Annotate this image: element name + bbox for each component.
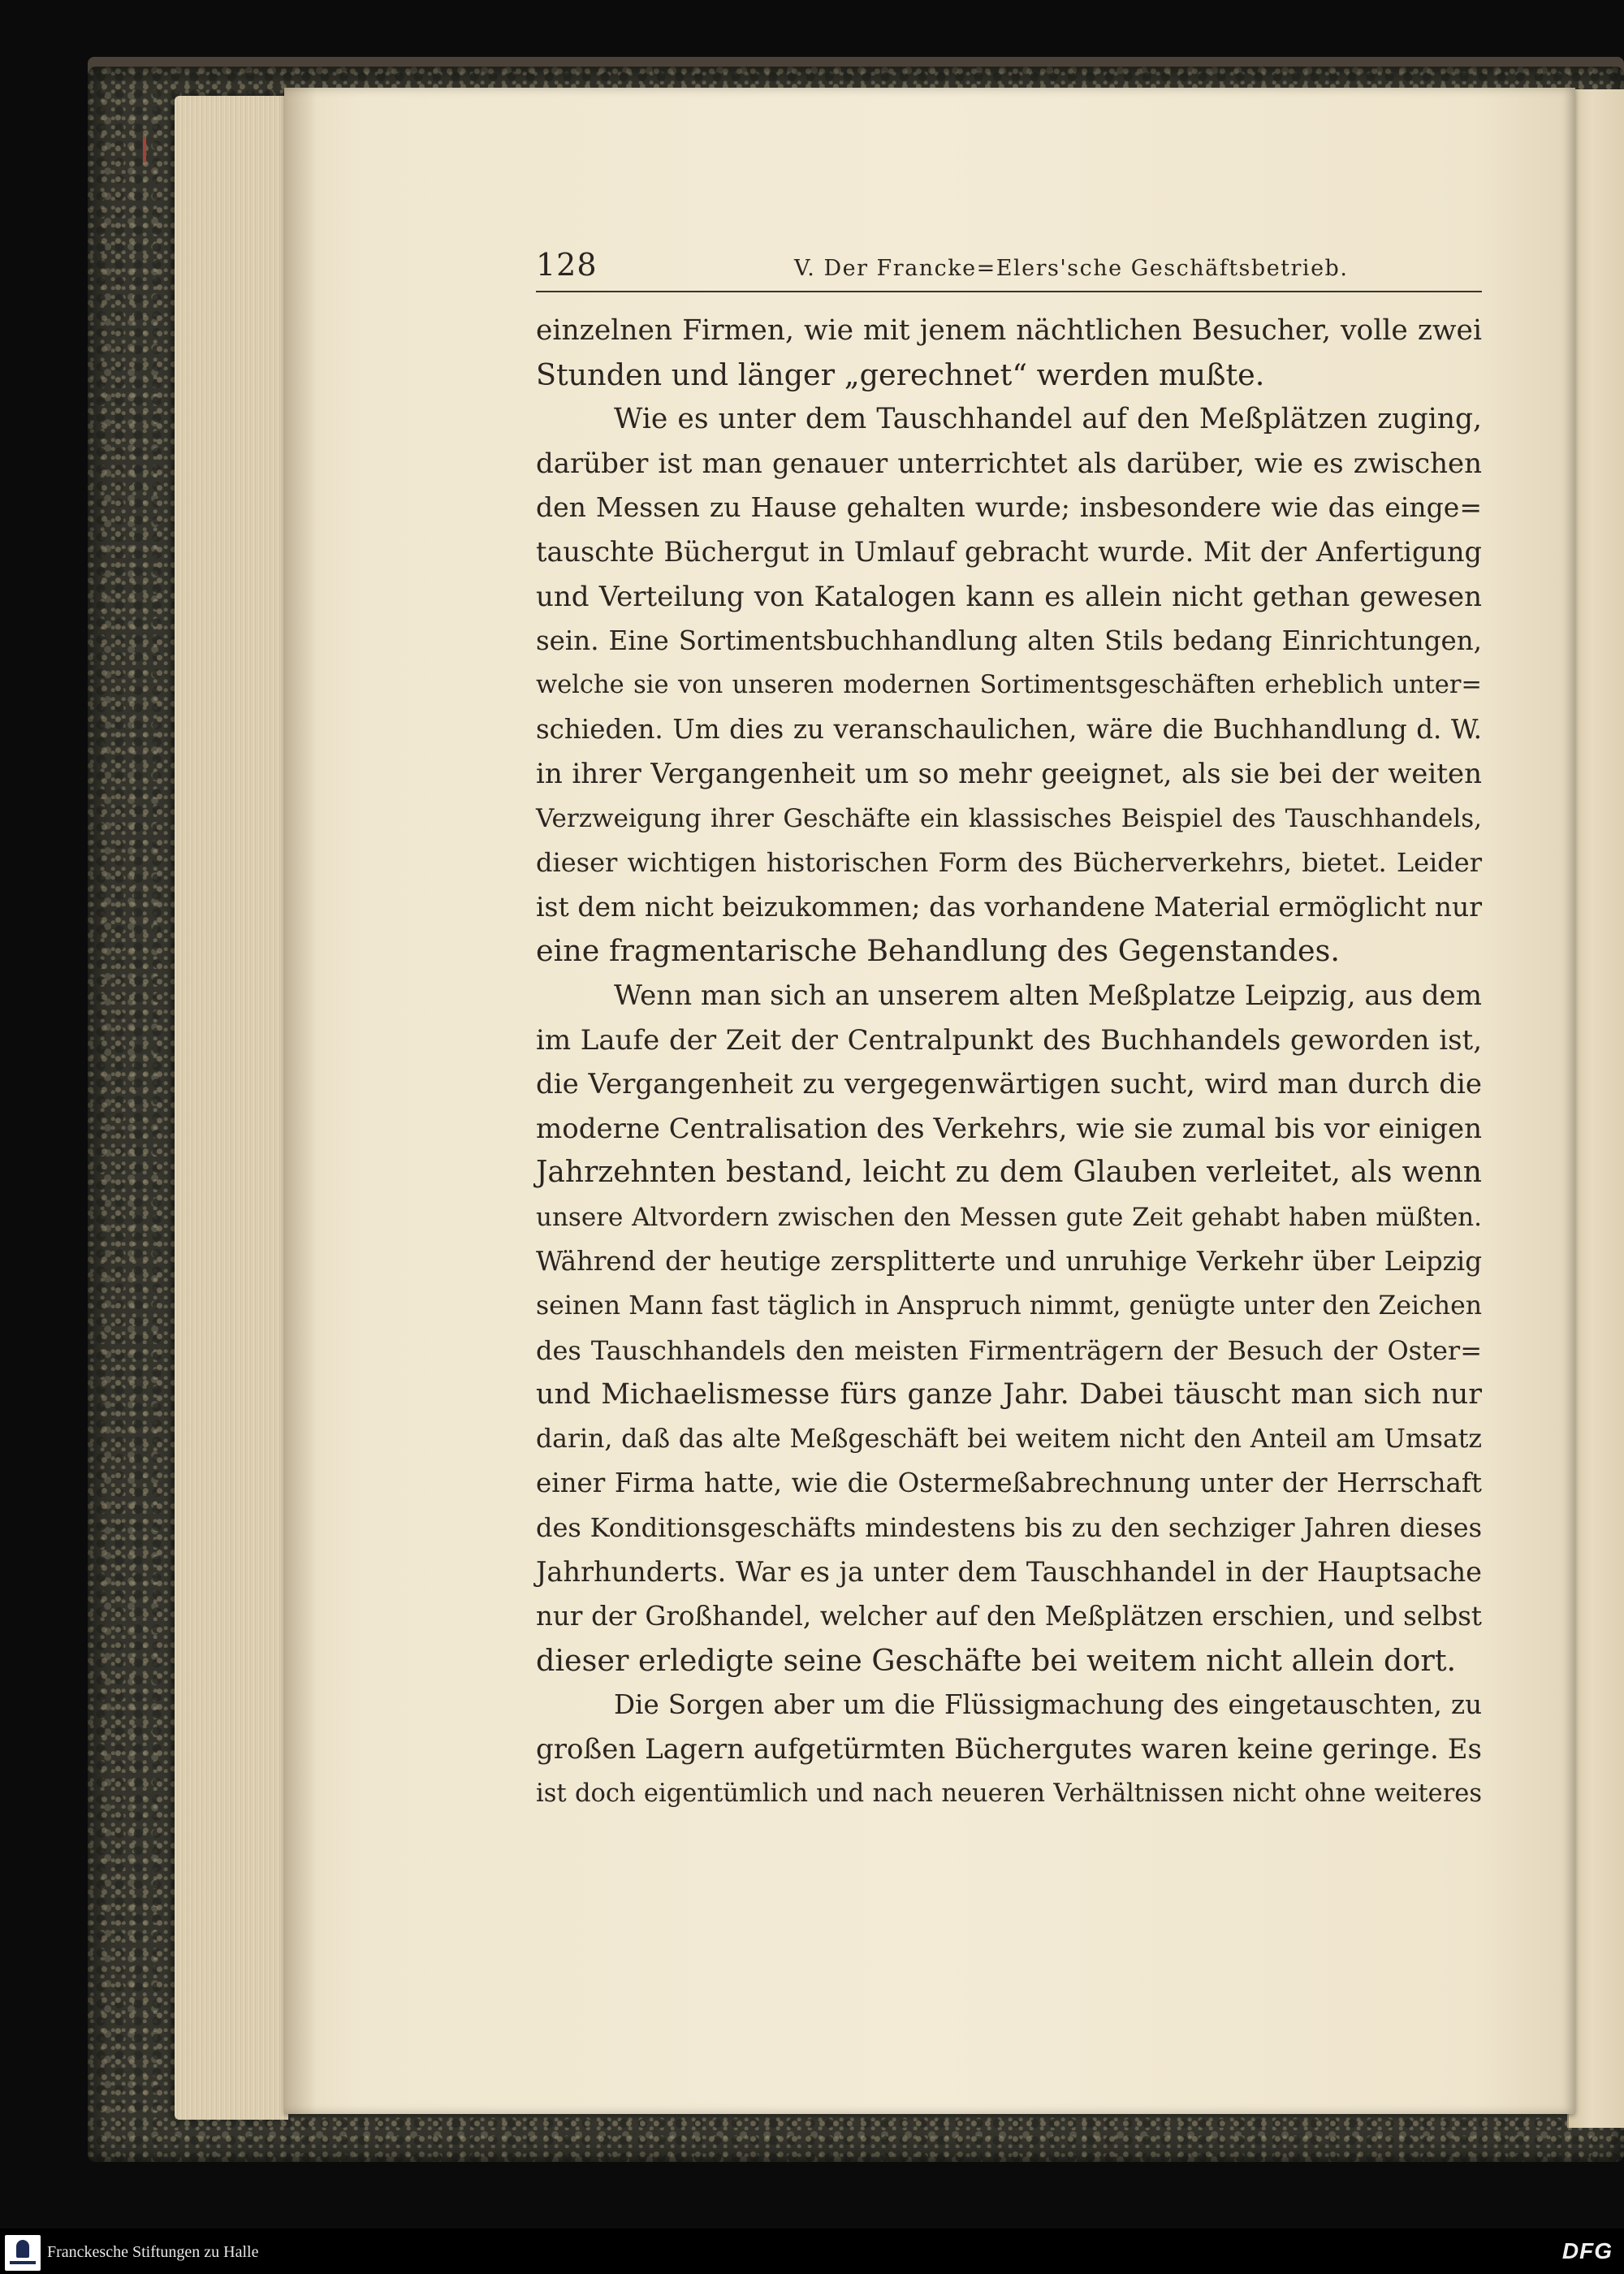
gutter-shadow — [284, 88, 317, 2114]
text-line: großen Lagern aufgetürmten Büchergutes waren keine geringe. Es — [536, 1733, 1482, 1766]
text-line: nur der Großhandel, welcher auf den Meßplätzen erschien, und selbst — [536, 1601, 1482, 1632]
page-text-block — [536, 242, 1482, 1816]
text-line: dieser wichtigen historischen Form des Bücherverkehrs, bietet. Leider — [536, 847, 1482, 879]
text-line: Wie es unter dem Tauschhandel auf den Meßplätzen zuging, — [614, 403, 1482, 436]
text-line: sein. Eine Sortimentsbuchhandlung alten Stils bedang Einrichtungen, — [536, 625, 1482, 657]
footer-dfg-logo: DFG — [1561, 2238, 1613, 2263]
paragraph — [536, 974, 1482, 1684]
text-line: dieser erledigte seine Geschäfte bei weitem nicht allein dort. — [536, 1642, 1457, 1678]
text-line: Jahrhunderts. War es ja unter dem Tauschhandel in der Hauptsache — [536, 1555, 1482, 1588]
francke-foundation-logo-icon — [5, 2235, 41, 2271]
text-line: einer Firma hatte, wie die Ostermeßabrechnung unter der Herrschaft — [536, 1468, 1482, 1499]
text-line: die Vergangenheit zu vergegenwärtigen sucht, wird man durch die — [536, 1068, 1482, 1101]
text-line: Wenn man sich an unserem alten Meßplatze Leipzig, aus dem — [614, 979, 1482, 1012]
bookmark-ribbon-mark — [143, 138, 146, 162]
text-line: Jahrzehnten bestand, leicht zu dem Glauben verleitet, als wenn — [536, 1156, 1482, 1190]
text-line: Verzweigung ihrer Geschäfte ein klassisches Beispiel des Tauschhandels, — [536, 803, 1482, 833]
right-page-edge — [1567, 89, 1624, 2128]
text-line: darin, daß das alte Meßgeschäft bei weitem nicht den Anteil am Umsatz — [536, 1424, 1482, 1454]
paragraph — [536, 309, 1482, 397]
text-line: des Konditionsgeschäfts mindestens bis zu den sechziger Jahren dieses — [536, 1512, 1482, 1544]
text-line: unsere Altvordern zwischen den Messen gute Zeit gehabt haben müßten. — [536, 1202, 1482, 1232]
text-line: Stunden und länger „gerechnet“ werden mußte. — [536, 357, 1265, 392]
running-head — [536, 242, 1482, 292]
paragraph — [536, 1683, 1482, 1816]
text-line: und Verteilung von Katalogen kann es allein nicht gethan gewesen — [536, 580, 1482, 613]
page-number: 128 — [536, 247, 598, 283]
text-line: Die Sorgen aber um die Flüssigmachung des eingetauschten, zu — [614, 1689, 1482, 1721]
page-edges — [175, 96, 288, 2120]
text-line: darüber ist man genauer unterrichtet als darüber, wie es zwischen — [536, 447, 1482, 480]
text-line: und Michaelismesse fürs ganze Jahr. Dabei täuscht man sich nur — [536, 1378, 1482, 1412]
footer-institution: Franckesche Stiftungen zu Halle — [47, 2243, 259, 2261]
text-line: tauschte Büchergut in Umlauf gebracht wurde. Mit der Anfertigung — [536, 535, 1482, 568]
text-line: den Messen zu Hause gehalten wurde; insbesondere wie das einge= — [536, 491, 1482, 524]
text-line: in ihrer Vergangenheit um so mehr geeignet, als sie bei der weiten — [536, 757, 1482, 790]
text-line: im Laufe der Zeit der Centralpunkt des Buchhandels geworden ist, — [536, 1023, 1482, 1057]
text-line: eine fragmentarische Behandlung des Gegenstandes. — [536, 933, 1340, 969]
text-line: schieden. Um dies zu veranschaulichen, wäre die Buchhandlung d. W. — [536, 714, 1482, 746]
text-line: einzelnen Firmen, wie mit jenem nächtlichen Besucher, volle zwei — [536, 314, 1482, 347]
text-line: moderne Centralisation des Verkehrs, wie sie zumal bis vor einigen — [536, 1112, 1482, 1145]
text-line: welche sie von unseren modernen Sortimentsgeschäften erheblich unter= — [536, 670, 1482, 699]
text-line: des Tauschhandels den meisten Firmenträgern der Besuch der Oster= — [536, 1334, 1482, 1366]
text-line: Während der heutige zersplitterte und unruhige Verkehr über Leipzig — [536, 1246, 1482, 1278]
paragraph — [536, 397, 1482, 974]
text-line: ist dem nicht beizukommen; das vorhandene Material ermöglicht nur — [536, 890, 1482, 923]
body-text — [536, 309, 1482, 1816]
text-line: ist doch eigentümlich und nach neueren Verhältnissen nicht ohne weiteres — [536, 1779, 1482, 1808]
text-line: seinen Mann fast täglich in Anspruch nimmt, genügte unter den Zeichen — [536, 1291, 1482, 1321]
running-head-title: V. Der Francke=Elers'sche Geschäftsbetrieb. — [794, 256, 1349, 281]
